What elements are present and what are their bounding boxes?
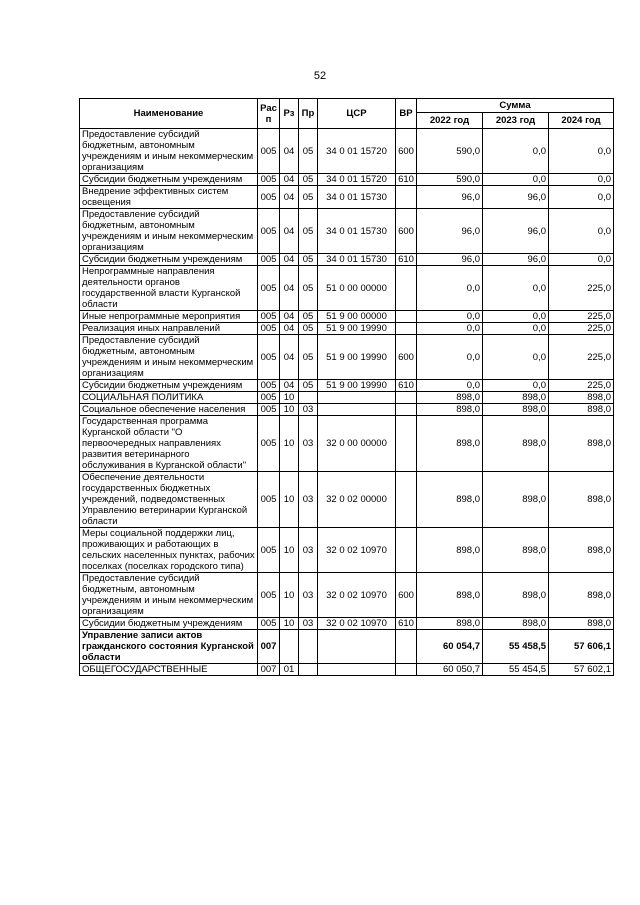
cell-2022: 898,0 — [417, 416, 483, 472]
header-summa: Сумма — [417, 99, 614, 113]
cell-name: Субсидии бюджетным учреждениям — [80, 254, 258, 266]
cell-rz: 04 — [280, 380, 299, 392]
cell-vr — [396, 528, 417, 573]
cell-2024: 898,0 — [549, 618, 614, 630]
table-row — [80, 618, 614, 630]
cell-csr — [318, 392, 396, 404]
cell-pr: 05 — [299, 174, 318, 186]
cell-vr — [396, 472, 417, 528]
cell-rz: 04 — [280, 266, 299, 311]
cell-vr — [396, 404, 417, 416]
cell-vr: 610 — [396, 618, 417, 630]
cell-rz: 04 — [280, 174, 299, 186]
cell-2024: 898,0 — [549, 472, 614, 528]
header-year-2024: 2024 год — [549, 113, 614, 129]
cell-rasp: 005 — [258, 392, 280, 404]
cell-2022: 0,0 — [417, 323, 483, 335]
cell-csr: 32 0 02 10970 — [318, 528, 396, 573]
cell-rasp: 005 — [258, 209, 280, 254]
cell-rz: 04 — [280, 186, 299, 209]
header-year-2023: 2023 год — [483, 113, 549, 129]
cell-rz: 04 — [280, 311, 299, 323]
cell-2023: 96,0 — [483, 209, 549, 254]
cell-vr: 600 — [396, 573, 417, 618]
cell-2023: 0,0 — [483, 174, 549, 186]
budget-table — [79, 98, 614, 676]
cell-2023: 0,0 — [483, 129, 549, 174]
table-row — [80, 664, 614, 676]
cell-2024: 898,0 — [549, 404, 614, 416]
cell-name: Субсидии бюджетным учреждениям — [80, 618, 258, 630]
cell-csr: 32 0 02 10970 — [318, 618, 396, 630]
cell-2022: 898,0 — [417, 573, 483, 618]
cell-vr: 610 — [396, 174, 417, 186]
cell-name: СОЦИАЛЬНАЯ ПОЛИТИКА — [80, 392, 258, 404]
cell-rz: 01 — [280, 664, 299, 676]
cell-2024: 225,0 — [549, 335, 614, 380]
cell-pr: 05 — [299, 311, 318, 323]
cell-csr: 51 9 00 19990 — [318, 335, 396, 380]
cell-2023: 96,0 — [483, 254, 549, 266]
cell-vr — [396, 266, 417, 311]
cell-pr: 05 — [299, 266, 318, 311]
cell-rz: 10 — [280, 392, 299, 404]
cell-rz: 04 — [280, 335, 299, 380]
table-row — [80, 266, 614, 311]
cell-2022: 96,0 — [417, 254, 483, 266]
cell-pr: 03 — [299, 416, 318, 472]
cell-vr: 600 — [396, 335, 417, 380]
cell-csr: 32 0 02 10970 — [318, 573, 396, 618]
cell-vr: 610 — [396, 254, 417, 266]
cell-rasp: 005 — [258, 266, 280, 311]
cell-csr: 51 9 00 19990 — [318, 380, 396, 392]
cell-pr: 05 — [299, 335, 318, 380]
cell-vr — [396, 186, 417, 209]
cell-name: Предоставление субсидий бюджетным, автономным учреждениям и иным некоммерческим организациям — [80, 573, 258, 618]
cell-rz: 10 — [280, 404, 299, 416]
header-rz: Рз — [280, 99, 299, 129]
cell-rasp: 005 — [258, 335, 280, 380]
cell-vr — [396, 311, 417, 323]
cell-rasp: 007 — [258, 630, 280, 664]
cell-name: Предоставление субсидий бюджетным, автономным учреждениям и иным некоммерческим организациям — [80, 335, 258, 380]
cell-pr: 05 — [299, 254, 318, 266]
cell-csr — [318, 404, 396, 416]
cell-rasp: 005 — [258, 174, 280, 186]
cell-rasp: 005 — [258, 472, 280, 528]
cell-rasp: 005 — [258, 323, 280, 335]
cell-2022: 898,0 — [417, 404, 483, 416]
cell-rasp: 007 — [258, 664, 280, 676]
cell-2022: 60 054,7 — [417, 630, 483, 664]
cell-rz: 10 — [280, 528, 299, 573]
cell-2022: 0,0 — [417, 266, 483, 311]
table-row — [80, 380, 614, 392]
table-row — [80, 472, 614, 528]
cell-2022: 898,0 — [417, 472, 483, 528]
cell-2022: 0,0 — [417, 335, 483, 380]
header-year-2022: 2022 год — [417, 113, 483, 129]
cell-2024: 0,0 — [549, 186, 614, 209]
cell-2024: 57 602,1 — [549, 664, 614, 676]
cell-rz: 04 — [280, 254, 299, 266]
cell-2022: 60 050,7 — [417, 664, 483, 676]
cell-2023: 898,0 — [483, 472, 549, 528]
cell-name: Непрограммные направления деятельности органов государственной власти Курганской области — [80, 266, 258, 311]
cell-2024: 225,0 — [549, 380, 614, 392]
cell-name: Реализация иных направлений — [80, 323, 258, 335]
cell-name: Социальное обеспечение населения — [80, 404, 258, 416]
table-row — [80, 186, 614, 209]
table-row — [80, 129, 614, 174]
page-number: 52 — [313, 70, 327, 82]
cell-rz — [280, 630, 299, 664]
cell-pr — [299, 630, 318, 664]
cell-rasp: 005 — [258, 186, 280, 209]
cell-csr: 34 0 01 15730 — [318, 186, 396, 209]
table-row — [80, 573, 614, 618]
cell-2023: 0,0 — [483, 311, 549, 323]
cell-2024: 898,0 — [549, 416, 614, 472]
cell-csr: 34 0 01 15720 — [318, 129, 396, 174]
cell-vr — [396, 664, 417, 676]
table-row — [80, 323, 614, 335]
cell-rz: 04 — [280, 129, 299, 174]
cell-2022: 898,0 — [417, 528, 483, 573]
header-csr: ЦСР — [318, 99, 396, 129]
cell-2024: 898,0 — [549, 573, 614, 618]
table-row — [80, 392, 614, 404]
cell-csr — [318, 664, 396, 676]
cell-name: Обеспечение деятельности государственных бюджетных учреждений, подведомственных Управлению ветеринарии Курганской области — [80, 472, 258, 528]
cell-name: Предоставление субсидий бюджетным, автономным учреждениям и иным некоммерческим организациям — [80, 209, 258, 254]
cell-csr: 51 9 00 19990 — [318, 323, 396, 335]
cell-pr: 03 — [299, 573, 318, 618]
cell-2022: 590,0 — [417, 174, 483, 186]
cell-2024: 0,0 — [549, 174, 614, 186]
cell-csr: 32 0 02 00000 — [318, 472, 396, 528]
cell-2023: 898,0 — [483, 404, 549, 416]
cell-rasp: 005 — [258, 573, 280, 618]
cell-rz: 10 — [280, 618, 299, 630]
cell-2022: 96,0 — [417, 209, 483, 254]
cell-csr: 51 0 00 00000 — [318, 266, 396, 311]
cell-vr: 610 — [396, 380, 417, 392]
cell-2023: 55 458,5 — [483, 630, 549, 664]
cell-csr: 34 0 01 15730 — [318, 254, 396, 266]
cell-pr: 05 — [299, 209, 318, 254]
cell-pr: 05 — [299, 380, 318, 392]
cell-2023: 0,0 — [483, 266, 549, 311]
header-name: Наименование — [80, 99, 258, 129]
cell-2023: 55 454,5 — [483, 664, 549, 676]
cell-2024: 898,0 — [549, 528, 614, 573]
cell-name: ОБЩЕГОСУДАРСТВЕННЫЕ — [80, 664, 258, 676]
cell-csr: 34 0 01 15730 — [318, 209, 396, 254]
cell-pr: 05 — [299, 323, 318, 335]
table-row — [80, 528, 614, 573]
cell-csr: 51 9 00 00000 — [318, 311, 396, 323]
cell-2022: 0,0 — [417, 380, 483, 392]
cell-rasp: 005 — [258, 254, 280, 266]
cell-2024: 225,0 — [549, 311, 614, 323]
cell-pr — [299, 392, 318, 404]
header-pr: Пр — [299, 99, 318, 129]
cell-pr: 03 — [299, 528, 318, 573]
cell-vr — [396, 630, 417, 664]
cell-rz: 04 — [280, 323, 299, 335]
cell-2022: 898,0 — [417, 618, 483, 630]
cell-csr: 34 0 01 15720 — [318, 174, 396, 186]
cell-name: Субсидии бюджетным учреждениям — [80, 174, 258, 186]
table-row — [80, 254, 614, 266]
table-row — [80, 416, 614, 472]
cell-2023: 898,0 — [483, 392, 549, 404]
table-row — [80, 404, 614, 416]
cell-vr — [396, 416, 417, 472]
cell-name: Государственная программа Курганской области "О первоочередных направлениях развития ветеринарного обслуживания в Курганской области" — [80, 416, 258, 472]
cell-2024: 0,0 — [549, 209, 614, 254]
table-row — [80, 174, 614, 186]
table-row — [80, 311, 614, 323]
cell-vr — [396, 323, 417, 335]
cell-vr: 600 — [396, 129, 417, 174]
cell-name: Управление записи актов гражданского состояния Курганской области — [80, 630, 258, 664]
cell-2022: 0,0 — [417, 311, 483, 323]
cell-2022: 590,0 — [417, 129, 483, 174]
cell-2023: 898,0 — [483, 573, 549, 618]
cell-rz: 10 — [280, 573, 299, 618]
cell-csr — [318, 630, 396, 664]
cell-name: Предоставление субсидий бюджетным, автономным учреждениям и иным некоммерческим организациям — [80, 129, 258, 174]
cell-2023: 898,0 — [483, 416, 549, 472]
cell-name: Субсидии бюджетным учреждениям — [80, 380, 258, 392]
cell-rasp: 005 — [258, 416, 280, 472]
cell-2022: 96,0 — [417, 186, 483, 209]
cell-rasp: 005 — [258, 404, 280, 416]
table-row — [80, 209, 614, 254]
cell-name: Внедрение эффективных систем освещения — [80, 186, 258, 209]
cell-2023: 898,0 — [483, 618, 549, 630]
cell-2023: 0,0 — [483, 335, 549, 380]
table-row — [80, 630, 614, 664]
cell-rasp: 005 — [258, 528, 280, 573]
header-vr: ВР — [396, 99, 417, 129]
cell-2024: 57 606,1 — [549, 630, 614, 664]
cell-rasp: 005 — [258, 311, 280, 323]
cell-2024: 0,0 — [549, 129, 614, 174]
cell-pr: 05 — [299, 129, 318, 174]
cell-pr: 03 — [299, 618, 318, 630]
cell-vr — [396, 392, 417, 404]
cell-rz: 10 — [280, 416, 299, 472]
cell-2023: 0,0 — [483, 380, 549, 392]
cell-rasp: 005 — [258, 380, 280, 392]
cell-rz: 04 — [280, 209, 299, 254]
cell-2024: 0,0 — [549, 254, 614, 266]
header-rasp: Рас п — [258, 99, 280, 129]
cell-pr — [299, 664, 318, 676]
cell-2023: 0,0 — [483, 323, 549, 335]
cell-rasp: 005 — [258, 618, 280, 630]
table-row — [80, 335, 614, 380]
cell-pr: 03 — [299, 404, 318, 416]
cell-csr: 32 0 00 00000 — [318, 416, 396, 472]
cell-vr: 600 — [396, 209, 417, 254]
cell-name: Меры социальной поддержки лиц, проживающих и работающих в сельских населенных пунктах, рабочих поселках (поселках городского типа) — [80, 528, 258, 573]
cell-2024: 225,0 — [549, 266, 614, 311]
cell-pr: 03 — [299, 472, 318, 528]
cell-rz: 10 — [280, 472, 299, 528]
cell-pr: 05 — [299, 186, 318, 209]
cell-name: Иные непрограммные мероприятия — [80, 311, 258, 323]
cell-2022: 898,0 — [417, 392, 483, 404]
cell-rasp: 005 — [258, 129, 280, 174]
cell-2023: 96,0 — [483, 186, 549, 209]
table-body — [80, 129, 614, 676]
cell-2024: 225,0 — [549, 323, 614, 335]
cell-2024: 898,0 — [549, 392, 614, 404]
cell-2023: 898,0 — [483, 528, 549, 573]
